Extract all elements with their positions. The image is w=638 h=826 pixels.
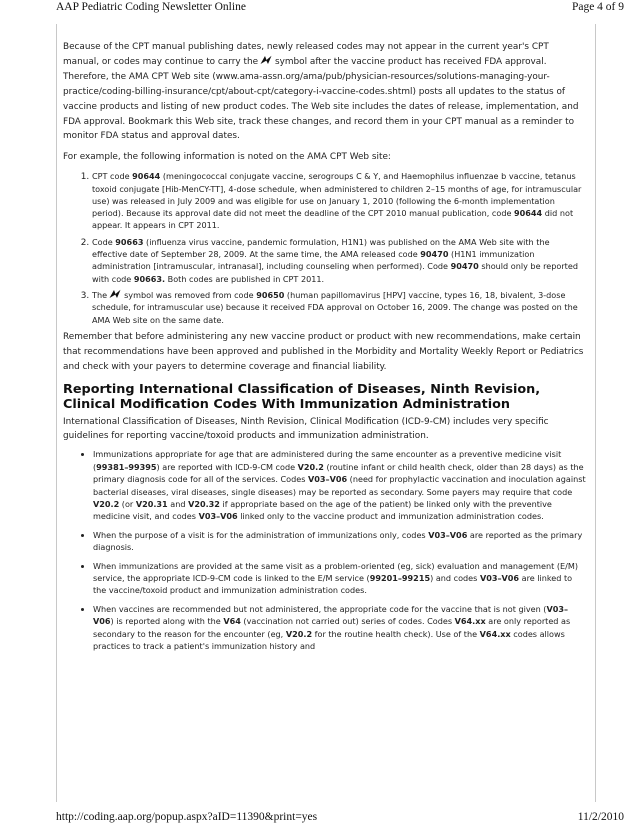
page-number: Page 4 of 9 — [571, 1, 624, 13]
guideline-list — [63, 448, 587, 652]
list-item: • When vaccines are recommended but not administered, the appropriate code for the vaccine that is not given (V03–V06) is reported along with the V64 (vaccination not carried out) series of codes. Codes V64.xx are only reported as secondary to the reason for the encounter (eg, V20.2 for the routine health check). Use of the V64.xx codes allows practices to track a patient's immunization history and — [93, 603, 587, 653]
paragraph-remember: Remember that before administering any new vaccine product or product with new recommendations, make certain that recommendations have been approved and published in the Morbidity and Mortality Weekly Report or Pediatrics and check with your payers to determine coverage and financial liability. — [63, 331, 584, 372]
paragraph-icd-intro: International Classification of Diseases, Ninth Revision, Clinical Modification (ICD-9-CM) includes very specific guidelines for reporting vaccine/toxoid products and immunization administration. — [63, 416, 549, 442]
list-item: 1. CPT code 90644 (meningococcal conjugate vaccine, serogroups C & Y, and Haemophilus influenzae b vaccine, tetanus toxoid conjugate [Hib-MenCY-TT], 4-dose schedule, when administered to children 2–15 months of age, for intramuscular use) was released in July 2009 and was eligible for use on January 1, 2010 (following the 6-month implementation period). Because its approval date did not meet the deadline of the CPT 2010 manual publication, code 90644 did not appear. It appears in CPT 2011. — [92, 170, 587, 231]
pending-fda-approval-icon — [260, 55, 273, 65]
list-item: • When immunizations are provided at the same visit as a problem-oriented (eg, sick) evaluation and management (E/M) service, the appropriate ICD-9-CM code is linked to the E/M service (99201–99215) and codes V03–V06 are linked to the vaccine/toxoid product and immunization administration codes. — [93, 560, 587, 597]
list-item: • Immunizations appropriate for age that are administered during the same encounter as a preventive medicine visit (99381–99395) are reported with ICD-9-CM code V20.2 (routine infant or child health check, older than 28 days) as the primary diagnosis code for all of the services. Codes V03–V06 (need for prophylactic vaccination and inoculation against bacterial diseases, viral diseases, single diseases) may be reported as secondary. Some payers may require that code V20.2 (or V20.31 and V20.32 if appropriate based on the age of the patient) be linked only with the preventive medicine visit, and codes V03–V06 linked only to the vaccine product and immunization administration codes. — [93, 448, 587, 522]
print-date: 11/2/2010 — [577, 811, 624, 823]
list-item: • When the purpose of a visit is for the administration of immunizations only, codes V03–V06 are reported as the primary diagnosis. — [93, 529, 587, 554]
section-heading: Reporting International Classification of Diseases, Ninth Revision, Clinical Modification Codes With Immunization Administration — [63, 381, 541, 413]
paragraph-pending-fda: Because of the CPT manual publishing dates, newly released codes may not appear in the current year's CPT manual, or codes may continue to carry the symbol after the vaccine product has received FDA approval. Therefore, the AMA CPT Web site (www.ama-assn.org/ama/pub/physician-resources/solutions-managing-your-practice/coding-billing-insurance/cpt/about-cpt/category-i-vaccine-codes.shtml) posts all updates to the status of vaccine products and listing of new product codes. The Web site includes the dates of release, implementation, and FDA approval. Bookmark this Web site, track these changes, and record them in your CPT manual as a reminder to monitor FDA status and approval dates. — [63, 42, 579, 142]
newsletter-title: AAP Pediatric Coding Newsletter Online — [56, 1, 246, 13]
example-list — [63, 170, 587, 326]
article-body — [63, 40, 587, 658]
page-url: http://coding.aap.org/popup.aspx?aID=11390&print=yes — [56, 811, 318, 823]
list-item: 3. The symbol was removed from code 90650 (human papillomavirus [HPV] vaccine, types 16, 18, bivalent, 3-dose schedule, for intramuscular use) because it received FDA approval on October 16, 2009. The change was posted on the AMA Web site on the same date. — [92, 289, 587, 326]
pending-fda-approval-icon — [109, 289, 122, 299]
paragraph-example-intro: For example, the following information is noted on the AMA CPT Web site: — [63, 152, 391, 163]
list-item: 2. Code 90663 (influenza virus vaccine, pandemic formulation, H1N1) was published on the AMA Web site with the effective date of September 28, 2009. At the same time, the AMA released code 90470 (H1N1 immunization administration [intramuscular, intranasal], including counseling when performed). Code 90470 should only be reported with code 90663. Both codes are published in CPT 2011. — [92, 236, 587, 285]
